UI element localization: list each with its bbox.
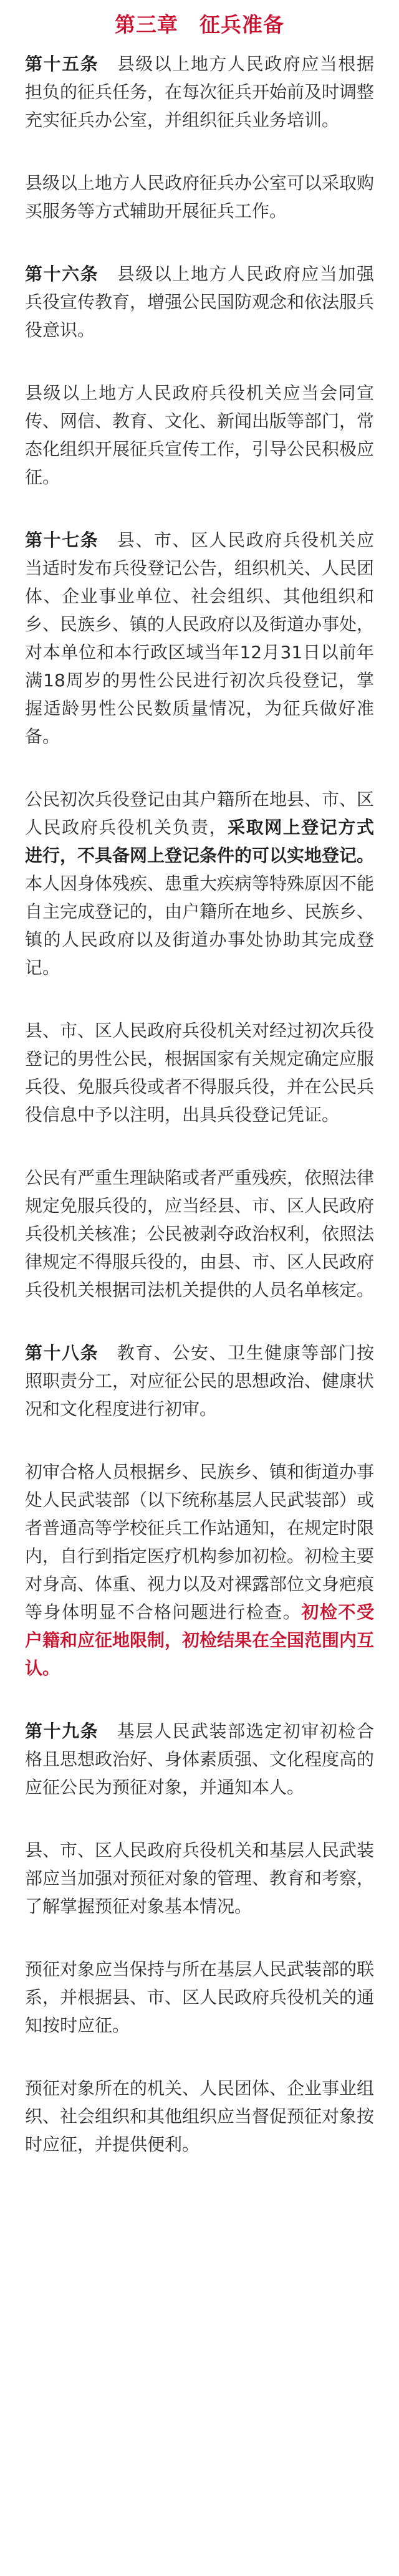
paragraph <box>25 1717 374 1801</box>
body-text: 县级以上地方人民政府应当加强兵役宣传教育，增强公民国防观念和依法服兵役意识。 <box>25 264 375 340</box>
paragraph <box>25 1164 374 1304</box>
paragraph <box>25 1458 374 1682</box>
highlight-text: 初检不受户籍和应征地限制，初检结果在全国范围内互认。 <box>25 1602 375 1678</box>
article-number: 第十五条 <box>25 54 99 74</box>
article-number: 第十九条 <box>25 1721 99 1741</box>
article-number: 第十六条 <box>25 264 99 284</box>
body-text: 县级以上地方人民政府应当根据担负的征兵任务，在每次征兵开始前及时调整充实征兵办公室，并组织征兵业务培训。 <box>25 54 375 130</box>
paragraph <box>25 526 374 750</box>
paragraph <box>25 169 374 225</box>
body-text: 教育、公安、卫生健康等部门按照职责分工，对应征公民的思想政治、健康状况和文化程度进行初审。 <box>25 1343 375 1419</box>
paragraph <box>25 1836 374 1920</box>
body-text: 预征对象所在的机关、人民团体、企业事业组织、社会组织和其他组织应当督促预征对象按时应征，并提供便利。 <box>25 2078 375 2155</box>
body-text: 县级以上地方人民政府征兵办公室可以采取购买服务等方式辅助开展征兵工作。 <box>25 173 375 221</box>
paragraph <box>25 2074 374 2158</box>
paragraph <box>25 50 374 134</box>
body-text: 县、市、区人民政府兵役机关对经过初次兵役登记的男性公民，根据国家有关规定确定应服兵役、免服兵役或者不得服兵役，并在公民兵役信息中予以注明，出具兵役登记凭证。 <box>25 1020 375 1125</box>
chapter-title: 第三章 征兵准备 <box>115 12 284 37</box>
paragraph <box>25 260 374 344</box>
body-text: 县、市、区人民政府兵役机关应当适时发布兵役登记公告，组织机关、人民团体、企业事业单位、社会组织、其他组织和乡、民族乡、镇的人民政府以及街道办事处，对本单位和本行政区域当年12月31日以前年满18周岁的男性公民进行初次兵役登记，掌握适龄男性公民数质量情况，为征兵做好准备。 <box>25 530 375 747</box>
article-number: 第十八条 <box>25 1343 99 1363</box>
paragraph <box>25 785 374 982</box>
body-text: 初审合格人员根据乡、民族乡、镇和街道办事处人民武装部（以下统称基层人民武装部）或者普通高等学校征兵工作站通知，在规定时限内，自行到指定医疗机构参加初检。初检主要对身高、体重、视力以及对裸露部位文身疤痕等身体明显不合格问题进行检查。 <box>25 1462 375 1622</box>
body-text: 县级以上地方人民政府兵役机关应当会同宣传、网信、教育、文化、新闻出版等部门，常态化组织开展征兵宣传工作，引导公民积极应征。 <box>25 383 375 487</box>
body-text: 本人因身体残疾、患重大疾病等特殊原因不能自主完成登记的，由户籍所在地乡、民族乡、镇的人民政府以及街道办事处协助其完成登记。 <box>25 873 375 978</box>
body-text: 公民初次兵役登记由其户籍所在地县、市、区人民政府兵役机关负责， <box>25 789 375 838</box>
paragraph <box>25 1017 374 1129</box>
body-text: 公民有严重生理缺陷或者严重残疾，依照法律规定免服兵役的，应当经县、市、区人民政府兵役机关核准；公民被剥夺政治权利，依照法律规定不得服兵役的，由县、市、区人民政府兵役机关根据司法机关提供的人员名单核定。 <box>25 1167 375 1300</box>
body-text: 预征对象应当保持与所在基层人民武装部的联系，并根据县、市、区人民政府兵役机关的通知按时应征。 <box>25 1959 375 2036</box>
body-text: 县、市、区人民政府兵役机关和基层人民武装部应当加强对预征对象的管理、教育和考察，了解掌握预征对象基本情况。 <box>25 1840 375 1917</box>
article-body <box>25 50 374 2158</box>
paragraph <box>25 379 374 491</box>
paragraph <box>25 1339 374 1423</box>
paragraph <box>25 1955 374 2039</box>
article-number: 第十七条 <box>25 530 99 550</box>
emphasis-text: 采取网上登记方式进行，不具备网上登记条件的可以实地登记。 <box>25 817 375 866</box>
body-text: 基层人民武装部选定初审初检合格且思想政治好、身体素质强、文化程度高的应征公民为预征对象，并通知本人。 <box>25 1721 375 1798</box>
